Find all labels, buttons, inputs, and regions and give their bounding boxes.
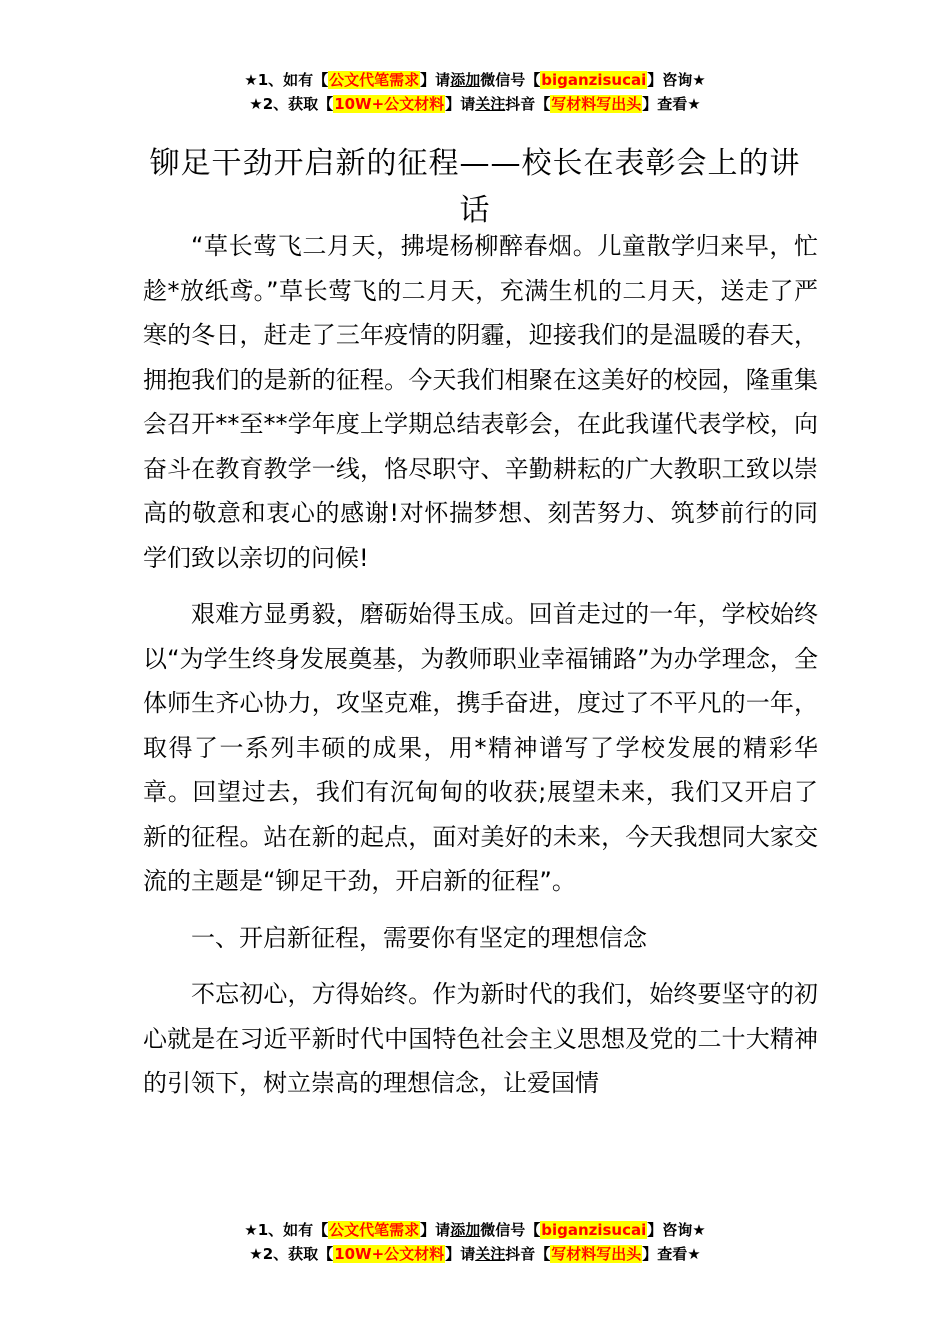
promo-banner-bottom	[0, 1218, 950, 1266]
promo-line-1: ★1、如有【公文代笔需求】请添加微信号【biganzisucai】咨询★	[244, 71, 706, 89]
promo-banner-top	[0, 68, 950, 116]
wechat-id: biganzisucai	[541, 1221, 647, 1239]
highlight-text: 公文代笔需求	[329, 71, 420, 89]
document-title: 铆足干劲开启新的征程——校长在表彰会上的讲话	[149, 146, 801, 229]
highlight-text: 10W+公文材料	[334, 95, 445, 113]
douyin-account: 写材料写出头	[551, 95, 642, 113]
paragraph: 艰难方显勇毅，磨砺始得玉成。回首走过的一年，学校始终以“为学生终身发展奠基，为教师职业幸福铺路”为办学理念，全体师生齐心协力，攻坚克难，携手奋进，度过了不平凡的一年，取得了一系列丰硕的成果，用*精神谱写了学校发展的精彩华章。回望过去，我们有沉甸甸的收获;展望未来，我们又开启了新的征程。站在新的起点，面对美好的未来，今天我想同大家交流的主题是“铆足干劲，开启新的征程”。	[143, 600, 818, 895]
wechat-id: biganzisucai	[541, 71, 647, 89]
douyin-account: 写材料写出头	[551, 1245, 642, 1263]
promo-line-1: ★1、如有【公文代笔需求】请添加微信号【biganzisucai】咨询★	[244, 1221, 706, 1239]
section-heading: 一、开启新征程，需要你有坚定的理想信念	[191, 923, 647, 952]
paragraph: “草长莺飞二月天，拂堤杨柳醉春烟。儿童散学归来早，忙趁*放纸鸢。”草长莺飞的二月天，充满生机的二月天，送走了严寒的冬日，赶走了三年疫情的阴霾，迎接我们的是温暖的春天，拥抱我们的是新的征程。今天我们相聚在这美好的校园，隆重集会召开**至**学年度上学期总结表彰会，在此我谨代表学校，向奋斗在教育教学一线，恪尽职守、辛勤耕耘的广大教职工致以崇高的敬意和衷心的感谢!对怀揣梦想、刻苦努力、筑梦前行的同学们致以亲切的问候!	[143, 232, 818, 572]
paragraph: 不忘初心，方得始终。作为新时代的我们，始终要坚守的初心就是在习近平新时代中国特色社会主义思想及党的二十大精神的引领下，树立崇高的理想信念，让爱国情	[143, 980, 818, 1097]
promo-line-2: ★2、获取【10W+公文材料】请关注抖音【写材料写出头】查看★	[249, 95, 701, 113]
highlight-text: 公文代笔需求	[329, 1221, 420, 1239]
document-body	[143, 224, 818, 1118]
highlight-text: 10W+公文材料	[334, 1245, 445, 1263]
promo-line-2: ★2、获取【10W+公文材料】请关注抖音【写材料写出头】查看★	[249, 1245, 701, 1263]
